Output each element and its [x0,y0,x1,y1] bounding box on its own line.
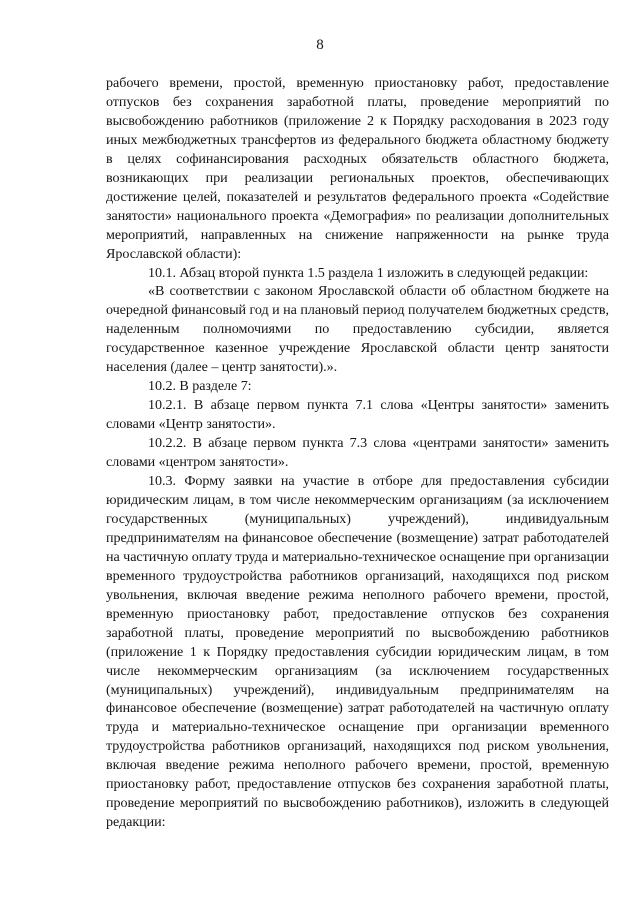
page-number: 8 [316,37,324,53]
paragraph-10-3: 10.3. Форму заявки на участие в отборе для предоставления субсидии юридическим лицам, в том числе некоммерческим организациям (за исключением государственных (муниципальных) учреждений), индивидуальным предпринимателям на финансовое обеспечение (возмещение) затрат работодателей на частичную оплату труда и материально-техническое оснащение при организации временного трудоустройства работников организаций, находящихся под риском увольнения, включая введение режима неполного рабочего времени, простой, временную приостановку работ, предоставление отпусков без сохранения заработной платы, проведение мероприятий по высвобождению работников (приложение 1 к Порядку предоставления субсидии юридическим лицам, в том числе некоммерческим организациям (за исключением государственных (муниципальных) учреждений), индивидуальным предпринимателям на финансовое обеспечение (возмещение) затрат работодателей на частичную оплату труда и материально-техническое оснащение при организации временного трудоустройства работников организаций, находящихся под риском увольнения, включая введение режима неполного рабочего времени, простой, временную приостановку работ, предоставление отпусков без сохранения заработной платы, проведение мероприятий по высвобождению работников), изложить в следующей редакции: [106,473,609,831]
paragraph-continuation: рабочего времени, простой, временную приостановку работ, предоставление отпусков без сохранения заработной платы, проведение мероприятий по высвобождению работников (приложение 2 к Порядку расходования в 2023 году иных межбюджетных трансфертов из федерального бюджета областному бюджету в целях софинансирования расходных обязательств областного бюджета, возникающих при реализации региональных проектов, обеспечивающих достижение целей, показателей и результатов федерального проекта «Содействие занятости» национального проекта «Демография» по реализации дополнительных мероприятий, направленных на снижение напряженности на рынке труда Ярославской области): [106,75,609,262]
paragraph-10-2-2: 10.2.2. В абзаце первом пункта 7.3 слова «центрами занятости» заменить словами «центром занятости». [106,435,609,471]
document-body [106,74,609,832]
paragraph-10-2: 10.2. В разделе 7: [148,378,252,395]
paragraph-10-2-1: 10.2.1. В абзаце первом пункта 7.1 слова «Центры занятости» заменить словами «Центр занятости». [106,397,609,433]
paragraph-10-1: 10.1. Абзац второй пункта 1.5 раздела 1 изложить в следующей редакции: [148,264,589,281]
paragraph-quoted-text: «В соответствии с законом Ярославской области об областном бюджете на очередной финансовый год и на плановый период получателем бюджетных средств, наделенным полномочиями по предоставлению субсидии, является государственное казенное учреждение Ярославской области центр занятости населения (далее – центр занятости).». [106,283,609,376]
